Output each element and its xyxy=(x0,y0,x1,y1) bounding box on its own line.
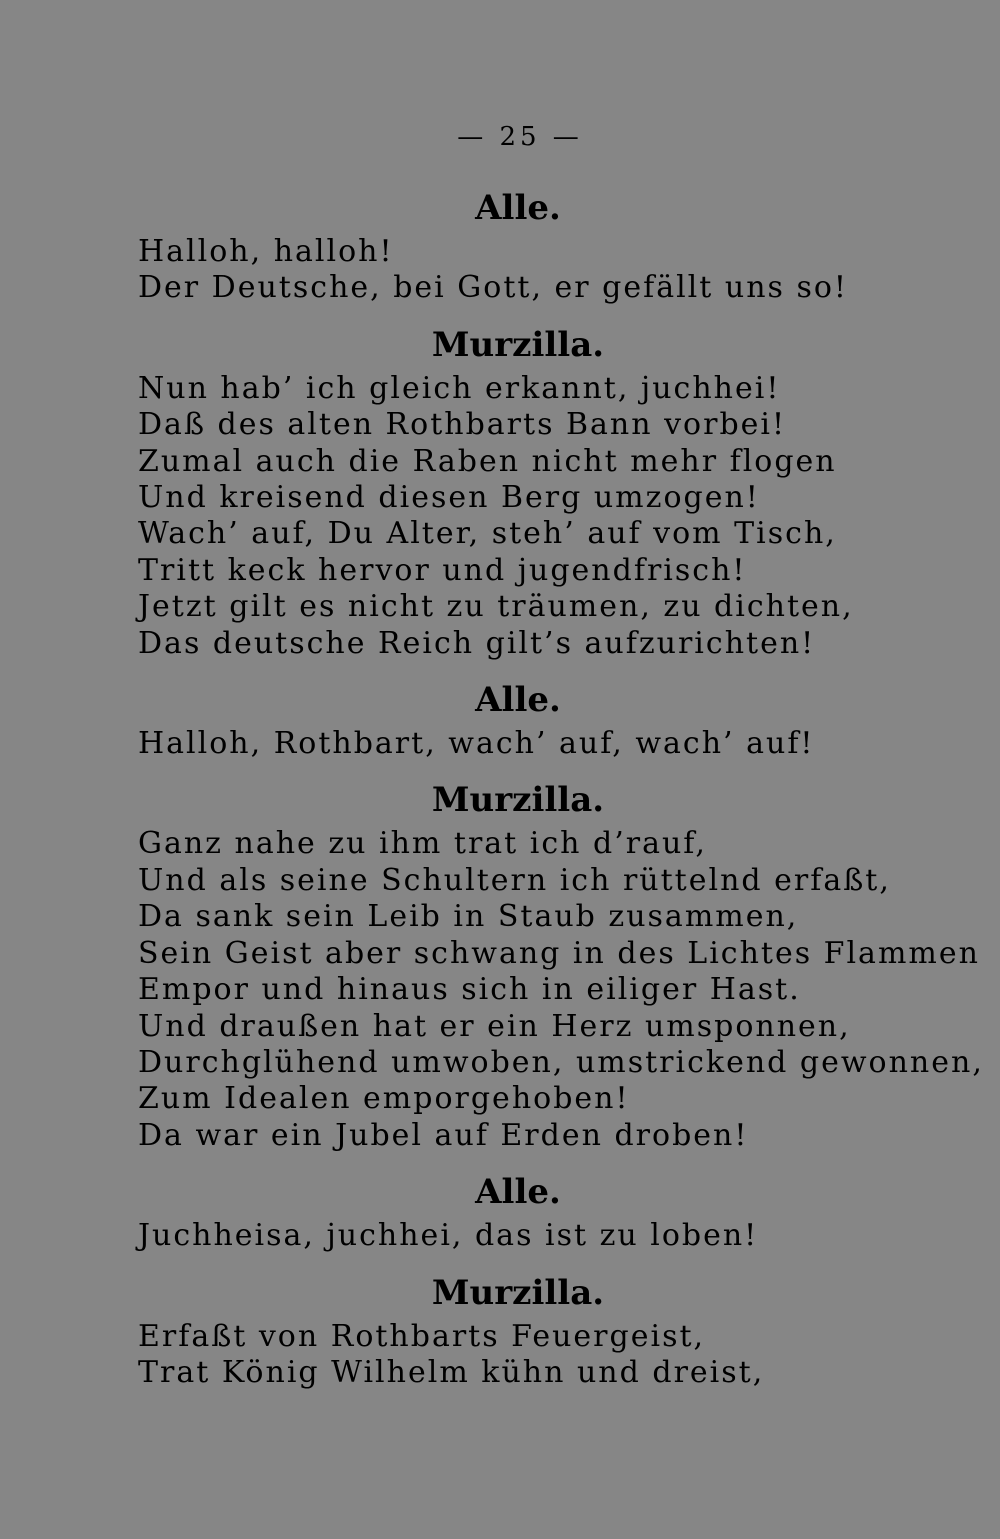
verse-line: Zum Idealen emporgehoben! xyxy=(138,1081,630,1117)
stanza xyxy=(138,234,958,307)
verse-line: Sein Geist aber schwang in des Lichtes Flammen xyxy=(138,935,980,971)
speaker-heading: Alle. xyxy=(475,1172,561,1213)
verse-line: Das deutsche Reich gilt’s aufzurichten! xyxy=(138,625,816,661)
speaker-heading: Murzilla. xyxy=(431,780,605,821)
verse-line: Durchglühend umwoben, umstrickend gewonnen, xyxy=(138,1044,984,1080)
stanza xyxy=(138,1218,958,1254)
verse-line: Erfaßt von Rothbarts Feuergeist, xyxy=(138,1318,706,1354)
verse-line: Juchheisa, juchhei, das ist zu loben! xyxy=(138,1218,759,1254)
verse-line: Empor und hinaus sich in eiliger Hast. xyxy=(138,972,801,1008)
speaker-heading: Murzilla. xyxy=(431,324,605,365)
verse-line: Nun hab’ ich gleich erkannt, juchhei! xyxy=(138,370,781,406)
stanza xyxy=(138,1319,958,1392)
verse-line: Da sank sein Leib in Staub zusammen, xyxy=(138,899,799,935)
verse-line: Und als seine Schultern ich rüttelnd erfaßt, xyxy=(138,862,891,898)
verse-line: Der Deutsche, bei Gott, er gefällt uns so! xyxy=(138,270,848,306)
stanza xyxy=(138,726,958,762)
verse-line: Zumal auch die Raben nicht mehr flogen xyxy=(138,443,837,479)
verse-line: Und draußen hat er ein Herz umsponnen, xyxy=(138,1008,851,1044)
poem-text xyxy=(138,188,984,1391)
verse-line: Trat König Wilhelm kühn und dreist, xyxy=(138,1354,765,1390)
speaker-heading: Alle. xyxy=(475,188,561,228)
verse-line: Jetzt gilt es nicht zu träumen, zu dichten, xyxy=(138,589,854,625)
stanza xyxy=(138,371,958,662)
verse-line: Halloh, Rothbart, wach’ auf, wach’ auf! xyxy=(138,726,815,762)
speaker-heading: Alle. xyxy=(475,680,561,721)
speaker-heading: Murzilla. xyxy=(431,1272,605,1313)
verse-line: Halloh, halloh! xyxy=(138,234,394,269)
verse-line: Tritt keck hervor und jugendfrisch! xyxy=(138,552,747,588)
verse-line: Daß des alten Rothbarts Bann vorbei! xyxy=(138,407,787,443)
stanza xyxy=(138,826,984,1154)
verse-line: Und kreisend diesen Berg umzogen! xyxy=(138,480,760,516)
verse-line: Ganz nahe zu ihm trat ich d’rauf, xyxy=(138,826,707,862)
verse-line: Da war ein Jubel auf Erden droben! xyxy=(138,1117,749,1153)
page-number: — 25 — xyxy=(457,122,583,152)
verse-line: Wach’ auf, Du Alter, steh’ auf vom Tisch, xyxy=(138,516,837,552)
